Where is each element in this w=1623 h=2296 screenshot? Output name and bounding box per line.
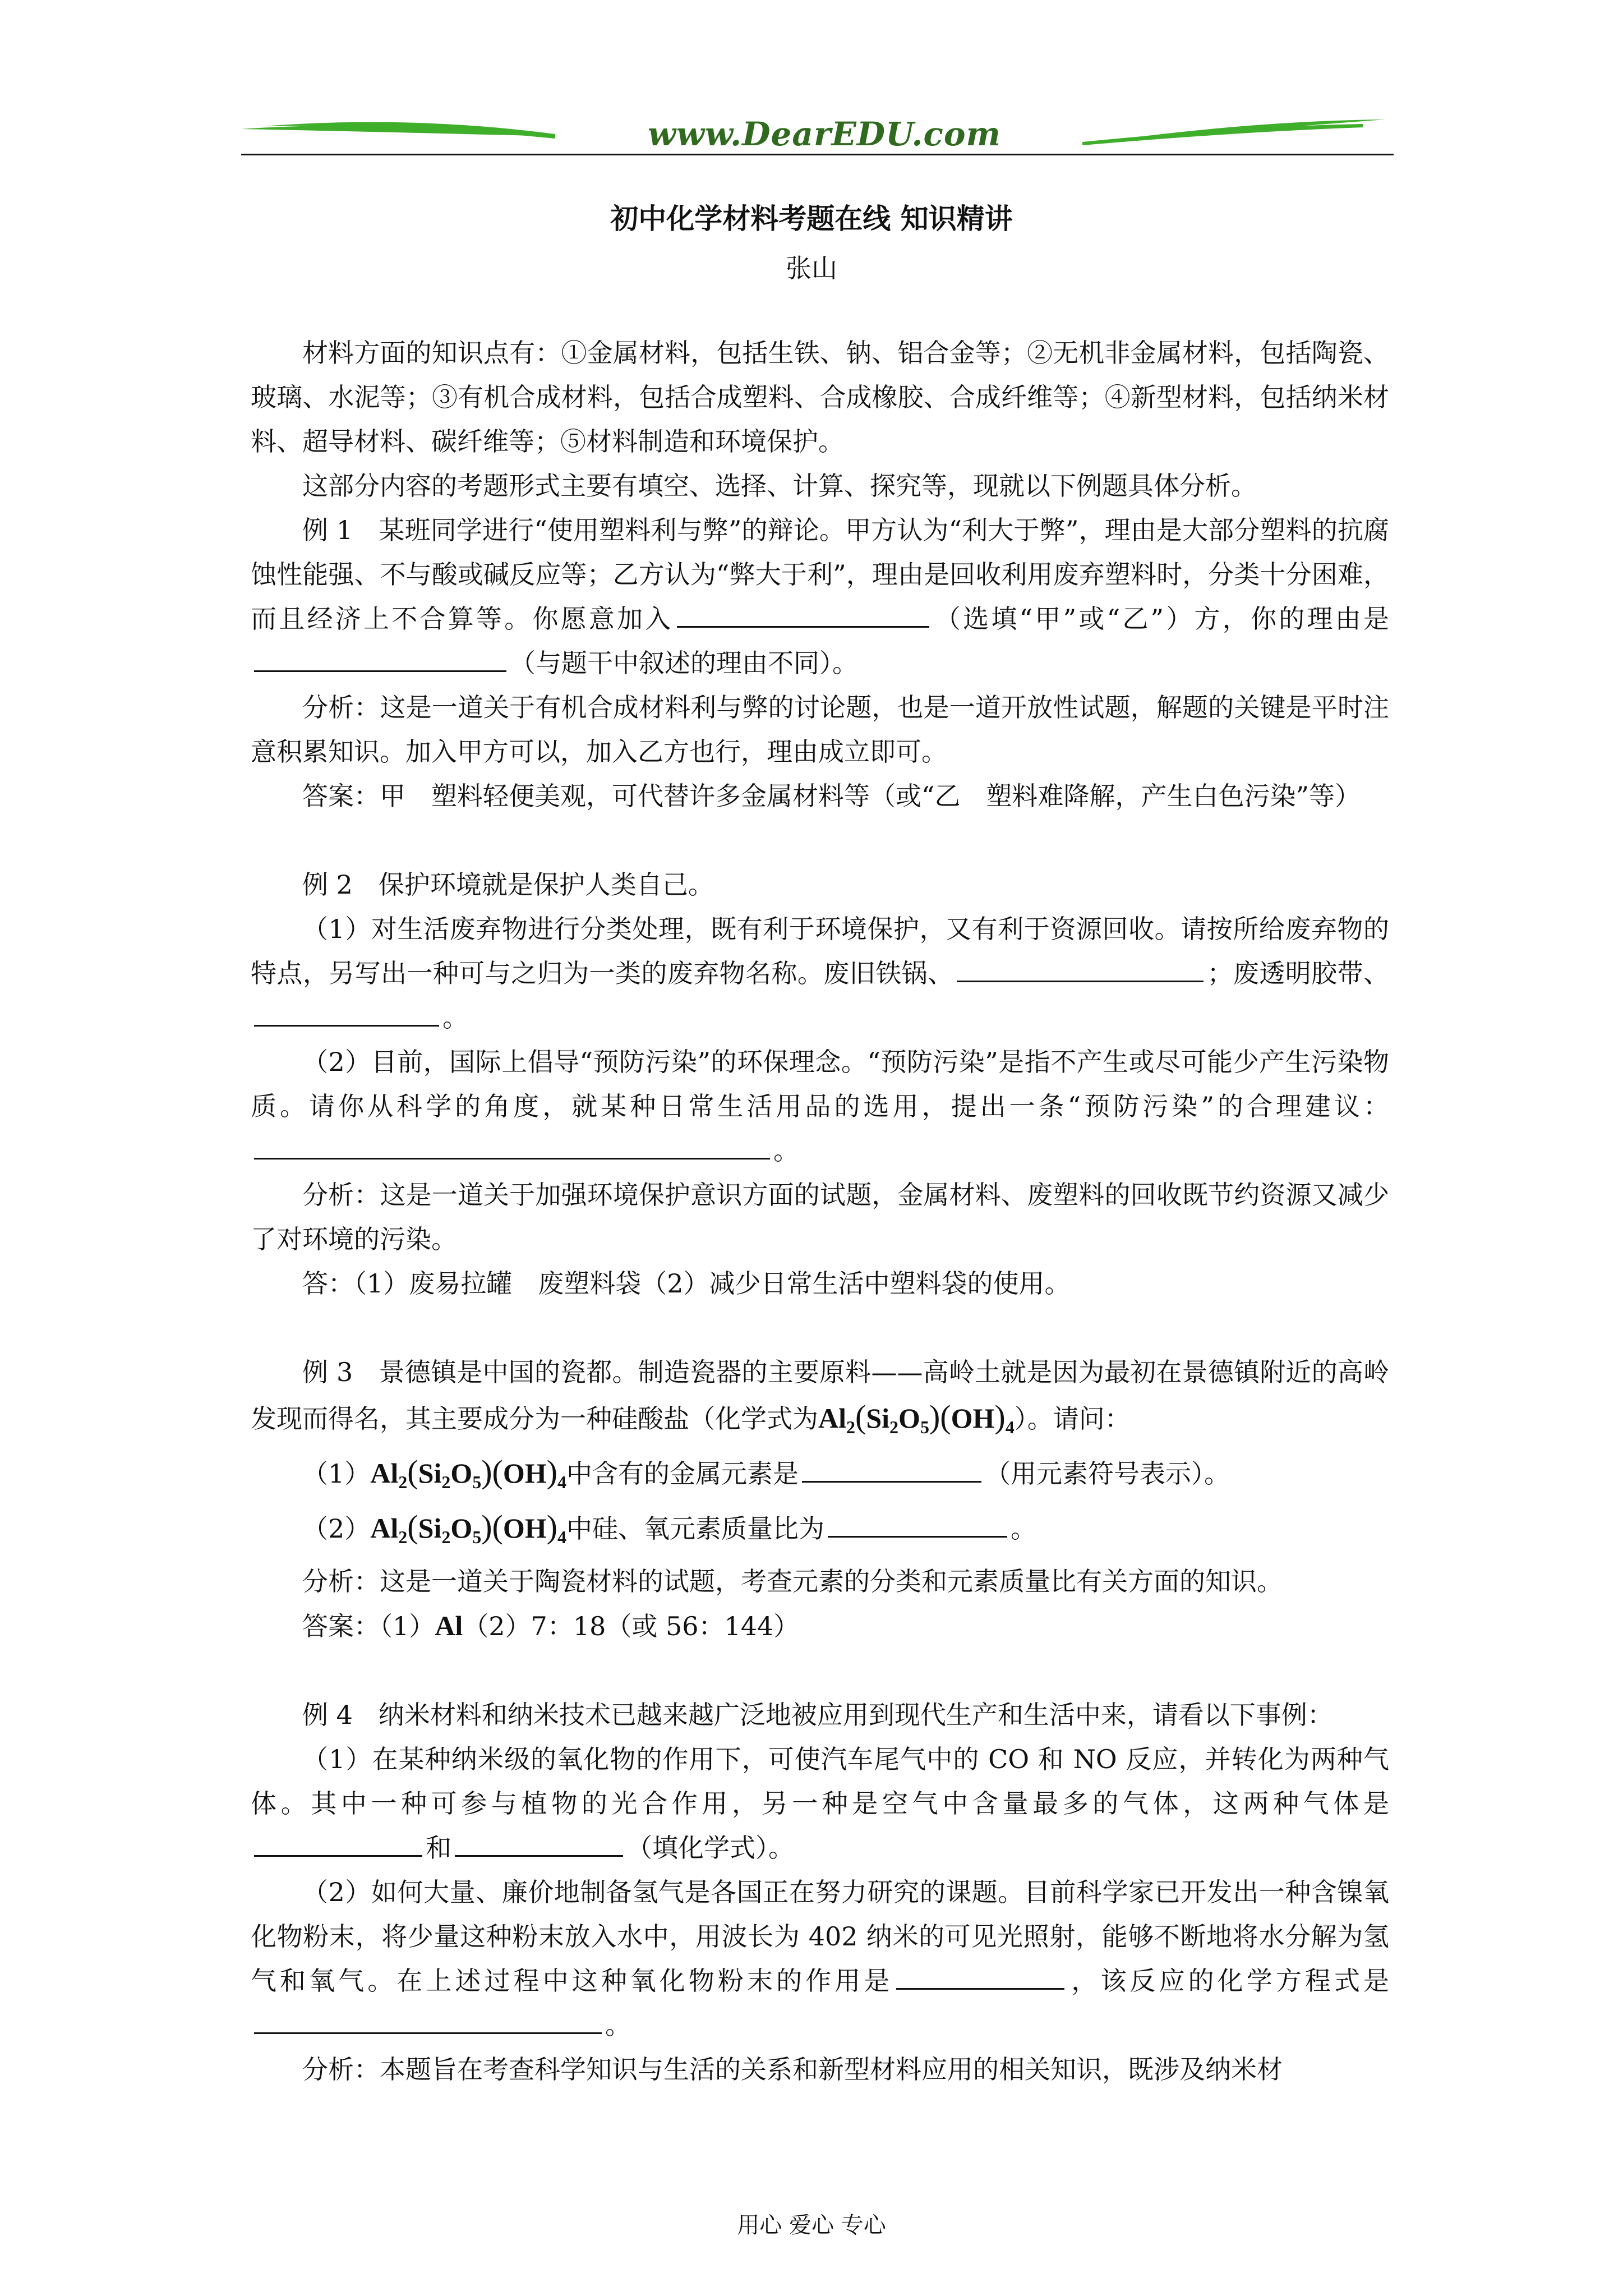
intro-paragraph: 这部分内容的考题形式主要有填空、选择、计算、探究等，现就以下例题具体分析。	[302, 471, 1257, 501]
intro-paragraph: 材料方面的知识点有：①金属材料，包括生铁、钠、铝合金等；②无机非金属材料，包括陶瓷、玻璃、水泥等；③有机合成材料，包括合成塑料、合成橡胶、合成纤维等；④新型材料，包括纳米材料、超导材料、碳纤维等；⑤材料制造和环境保护。	[251, 338, 1389, 457]
article-body	[251, 331, 1389, 2092]
text-run: ，该反应的化学方程式是	[1068, 1966, 1390, 1996]
text-run: （2）如何大量、廉价地制备氢气是各国正在努力研究的课题。目前科学家已开发出一种含镍氧化物粉末，将少量这种粉末放入水中，用波长为 402 纳米的可见光照射，能够不断地将水分解为氢气和氧气。在上述过程中这种氧化物粉末的作用是	[251, 1877, 1389, 1996]
text-run: 和	[426, 1833, 451, 1863]
text-run: （1）在某种纳米级的氧化物的作用下，可使汽车尾气中的 CO 和 NO 反应，并转化为两种气体。其中一种可参与植物的光合作用，另一种是空气中含量最多的气体，这两种气体是	[251, 1744, 1389, 1819]
text-run: （2）7：18（或 56：144）	[463, 1611, 800, 1641]
text-run: （1）对生活废弃物进行分类处理，既有利于环境保护，又有利于资源回收。请按所给废弃物的特点，另写出一种可与之归为一类的废弃物名称。废旧铁锅、	[251, 914, 1389, 988]
text-run: （填化学式）。	[626, 1833, 794, 1863]
text-run: 中硅、氧元素质量比为	[566, 1513, 824, 1544]
example-2-question-1	[251, 907, 1389, 1040]
answer-blank	[254, 1132, 770, 1159]
chemical-formula: $Al_2(Si_2O_5)(OH)_4$	[818, 1398, 1015, 1437]
example-4-analysis: 分析：本题旨在考查科学知识与生活的关系和新型材料应用的相关知识，既涉及纳米材	[302, 2054, 1283, 2085]
page-title: 初中化学材料考题在线 知识精讲	[610, 202, 1013, 235]
text-run: （1）	[302, 1458, 371, 1489]
text-run: ）。请问：	[1014, 1404, 1131, 1434]
answer-blank	[254, 999, 439, 1027]
chemical-formula: $Al_2(Si_2O_5)(OH)_4$	[370, 1453, 566, 1492]
example-1-answer: 答案：甲 塑料轻便美观，可代替许多金属材料等（或“乙 塑料难降解，产生白色污染”等）	[302, 781, 1361, 811]
text-run: ；废透明胶带、	[1207, 958, 1390, 988]
example-3-answer	[251, 1604, 1389, 1649]
header-divider	[241, 154, 1394, 155]
example-3-analysis: 分析：这是一道关于陶瓷材料的试题，考查元素的分类和元素质量比有关方面的知识。	[302, 1566, 1283, 1596]
example-3-question	[251, 1350, 1389, 1450]
answer-blank	[677, 600, 929, 628]
answer-blank	[957, 955, 1204, 982]
answer-blank	[802, 1455, 981, 1483]
text-run: （选填“甲”或“乙”）方，你的理由是	[932, 604, 1389, 634]
text-run: （2）目前，国际上倡导“预防污染”的环保理念。“预防污染”是指不产生或尽可能少产生污染物质。请你从科学的角度，就某种日常生活用品的选用，提出一条“预防污染”的合理建议：	[251, 1047, 1389, 1121]
answer-blank	[455, 1829, 623, 1857]
example-1-question	[251, 508, 1389, 685]
answer-blank	[254, 1829, 422, 1857]
text-run: 。	[442, 1002, 468, 1033]
example-4-title: 例 4 纳米材料和纳米技术已越来越广泛地被应用到现代生产和生活中来，请看以下事例：	[302, 1700, 1333, 1730]
example-2-question-2	[251, 1040, 1389, 1173]
site-banner	[241, 109, 1394, 160]
author-name: 张山	[786, 253, 837, 283]
example-2-analysis: 分析：这是一道关于加强环境保护意识方面的试题，金属材料、废塑料的回收既节约资源又减少了对环境的污染。	[251, 1180, 1389, 1254]
text-run: 例 3 景德镇是中国的瓷都。制造瓷器的主要原料——高岭土就是因为最初在景德镇附近的高岭发现而得名，其主要成分为一种硅酸盐（化学式为	[251, 1357, 1389, 1434]
chemical-formula: $Al_2(Si_2O_5)(OH)_4$	[370, 1508, 566, 1547]
example-3-question-1	[251, 1450, 1389, 1504]
answer-blank	[828, 1510, 1007, 1538]
example-3-question-2	[251, 1504, 1389, 1559]
answer-blank	[254, 2007, 602, 2034]
example-4-question-1	[251, 1737, 1389, 1870]
example-1-analysis: 分析：这是一道关于有机合成材料利与弊的讨论题，也是一道开放性试题，解题的关键是平时注意积累知识。加入甲方可以，加入乙方也行，理由成立即可。	[251, 692, 1389, 767]
text-run: （用元素符号表示）。	[985, 1458, 1230, 1489]
example-2-answer: 答：（1）废易拉罐 废塑料袋（2）减少日常生活中塑料袋的使用。	[302, 1268, 1071, 1299]
site-banner-text: www.DearEDU.com	[648, 115, 1001, 153]
text-run: 答案：（1）	[302, 1611, 435, 1641]
text-run: 。	[1011, 1513, 1036, 1544]
text-run: 中含有的金属元素是	[566, 1458, 799, 1489]
page-footer: 用心 爱心 专心	[737, 2212, 886, 2238]
example-2-title: 例 2 保护环境就是保护人类自己。	[302, 869, 714, 900]
text-run: （2）	[302, 1513, 371, 1544]
text-run: （与题干中叙述的理由不同）。	[510, 648, 858, 678]
answer-blank	[254, 645, 506, 672]
text-run: 例 1 某班同学进行“使用塑料利与弊”的辩论。甲方认为“利大于弊”，理由是大部分塑料的抗腐蚀性能强、不与酸或碱反应等；乙方认为“弊大于利”，理由是回收利用废弃塑料时，分类十分困难，而且经济上不合算等。你愿意加入	[251, 515, 1389, 634]
text-run: 。	[773, 1135, 799, 1166]
answer-blank	[896, 1962, 1064, 1990]
text-run: 。	[605, 2010, 631, 2040]
example-4-question-2	[251, 1870, 1389, 2047]
answer-symbol: Al	[435, 1610, 463, 1641]
